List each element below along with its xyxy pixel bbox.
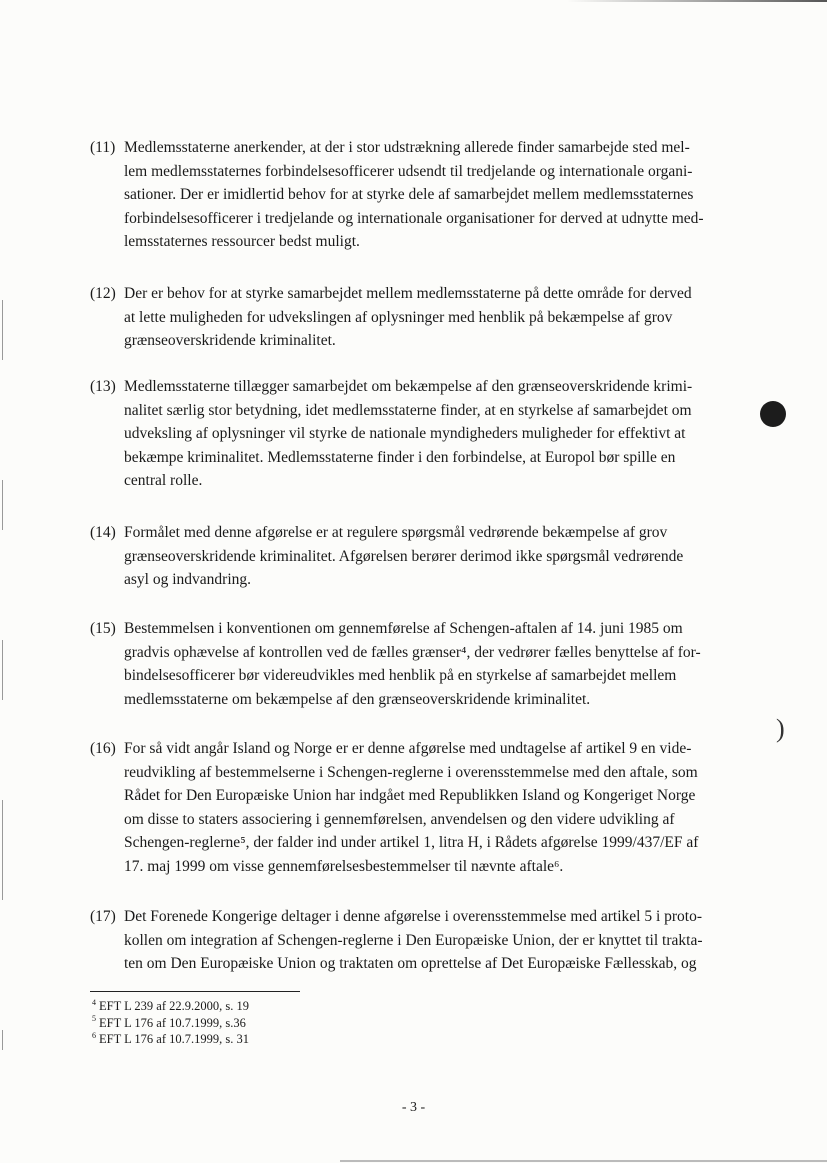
recital-number: (14) [90,524,116,541]
recital-number: (15) [90,620,116,637]
text-line: at lette muligheden for udvekslingen af oplysninger med henblik på bekæmpelse af grov [124,308,673,326]
scan-artifact-bottom [340,1160,827,1162]
scan-artifact-top [567,0,827,2]
punch-hole-mark [760,401,786,427]
text-line: Bestemmelsen i konventionen om gennemførelse af Schengen-aftalen af 14. juni 1985 om [124,620,683,637]
footnote-marker: 4 [92,997,96,1007]
recital-paragraph [90,136,752,254]
recital-number: (12) [90,285,116,302]
text-line: udveksling af oplysninger vil styrke de nationale myndigheders muligheder for effektivt at [124,425,686,442]
recital-paragraph [90,617,752,711]
footnote-marker: 5 [92,1014,96,1024]
text-line: Formålet med denne afgørelse er at regulere spørgsmål vedrørende bekæmpelse af grov [124,524,668,541]
footnote [92,998,249,1015]
text-line: asyl og indvandring. [124,571,251,588]
recital-text [124,521,752,592]
scan-artifact-left-edge [2,480,3,530]
text-line: kollen om integration af Schengen-reglerne i Den Europæiske Union, der er knyttet til trakta- [124,931,703,949]
text-line: bekæmpe kriminalitet. Medlemsstaterne finder i den forbindelse, at Europol bør spille en [124,448,676,466]
margin-mark: ) [776,714,785,743]
text-line: nalitet særlig stor betydning, idet medlemsstaterne finder, at en styrkelse af samarbejdet om [124,401,692,419]
recital-text [124,905,752,976]
recital-number: (13) [90,378,116,395]
footnote-list [92,998,249,1048]
text-line: ten om Den Europæiske Union og traktaten om oprettelse af Det Europæiske Fællesskab, og [124,955,697,972]
recital-number: (11) [90,139,116,156]
recital-number: (16) [90,740,116,757]
footnote-text: EFT L 176 af 10.7.1999, s.36 [99,1015,246,1030]
text-line: Medlemsstaterne tillægger samarbejdet om bekæmpelse af den grænseoverskridende krimi- [124,378,693,395]
recital-paragraph [90,282,752,353]
text-line: Rådet for Den Europæiske Union har indgået med Republikken Island og Kongeriget Norge [124,787,696,804]
text-line: gradvis ophævelse af kontrollen ved de fælles grænser⁴, der vedrører fælles benyttelse af for- [124,643,701,661]
footnote-marker: 6 [92,1030,96,1040]
recital-text [124,737,752,878]
text-line: Det Forenede Kongerige deltager i denne afgørelse i overensstemmelse med artikel 5 i proto- [124,908,703,925]
text-line: Medlemsstaterne anerkender, at der i stor udstrækning allerede finder samarbejde sted mel- [124,139,690,156]
recital-text [124,617,752,711]
text-line: lemsstaternes ressourcer bedst muligt. [124,233,360,250]
text-line: forbindelsesofficerer i tredjelande og internationale organisationer for derved at udnytte med- [124,209,704,227]
footnote-separator [90,991,300,992]
recital-paragraph [90,737,752,878]
recital-paragraph [90,905,752,976]
text-line: om disse to staters associering i gennemførelsen, anvendelsen og den videre udvikling af [124,810,675,828]
recital-paragraph [90,375,752,493]
scan-artifact-left-edge [2,300,3,360]
text-line: grænseoverskridende kriminalitet. Afgørelsen berører derimod ikke spørgsmål vedrørende [124,547,684,565]
scan-artifact-left-edge [2,1030,3,1050]
text-line: sationer. Der er imidlertid behov for at styrke dele af samarbejdet mellem medlemsstaternes [124,186,694,203]
text-line: reudvikling af bestemmelserne i Schengen-reglerne i overensstemmelse med den aftale, som [124,763,698,781]
footnote-text: EFT L 239 af 22.9.2000, s. 19 [99,999,249,1013]
footnote-text: EFT L 176 af 10.7.1999, s. 31 [99,1032,249,1046]
footnote [92,1015,249,1032]
page-number: - 3 - [401,1100,426,1115]
recital-number: (17) [90,908,116,925]
text-line: grænseoverskridende kriminalitet. [124,332,336,349]
text-line: medlemsstaterne om bekæmpelse af den grænseoverskridende kriminalitet. [124,690,591,708]
text-line: central rolle. [124,472,203,489]
scan-artifact-left-edge [2,640,3,700]
recital-text [124,136,752,254]
text-line: Der er behov for at styrke samarbejdet mellem medlemsstaterne på dette område for derved [124,285,692,302]
text-line: Schengen-reglerne⁵, der falder ind under artikel 1, litra H, i Rådets afgørelse 1999/437/EF af [124,834,699,851]
scan-artifact-left-edge [2,800,3,900]
recital-text [124,375,752,493]
text-line: For så vidt angår Island og Norge er er denne afgørelse med undtagelse af artikel 9 en vide- [124,740,692,757]
text-line: bindelsesofficerer bør videreudvikles med henblik på en styrkelse af samarbejdet mellem [124,667,677,684]
recital-text [124,282,752,353]
footnote [92,1031,249,1048]
text-line: 17. maj 1999 om visse gennemførelsesbestemmelser til nævnte aftale⁶. [124,857,564,875]
text-line: lem medlemsstaternes forbindelsesofficerer udsendt til tredjelande og internationale organi- [124,162,693,180]
recital-paragraph [90,521,752,592]
